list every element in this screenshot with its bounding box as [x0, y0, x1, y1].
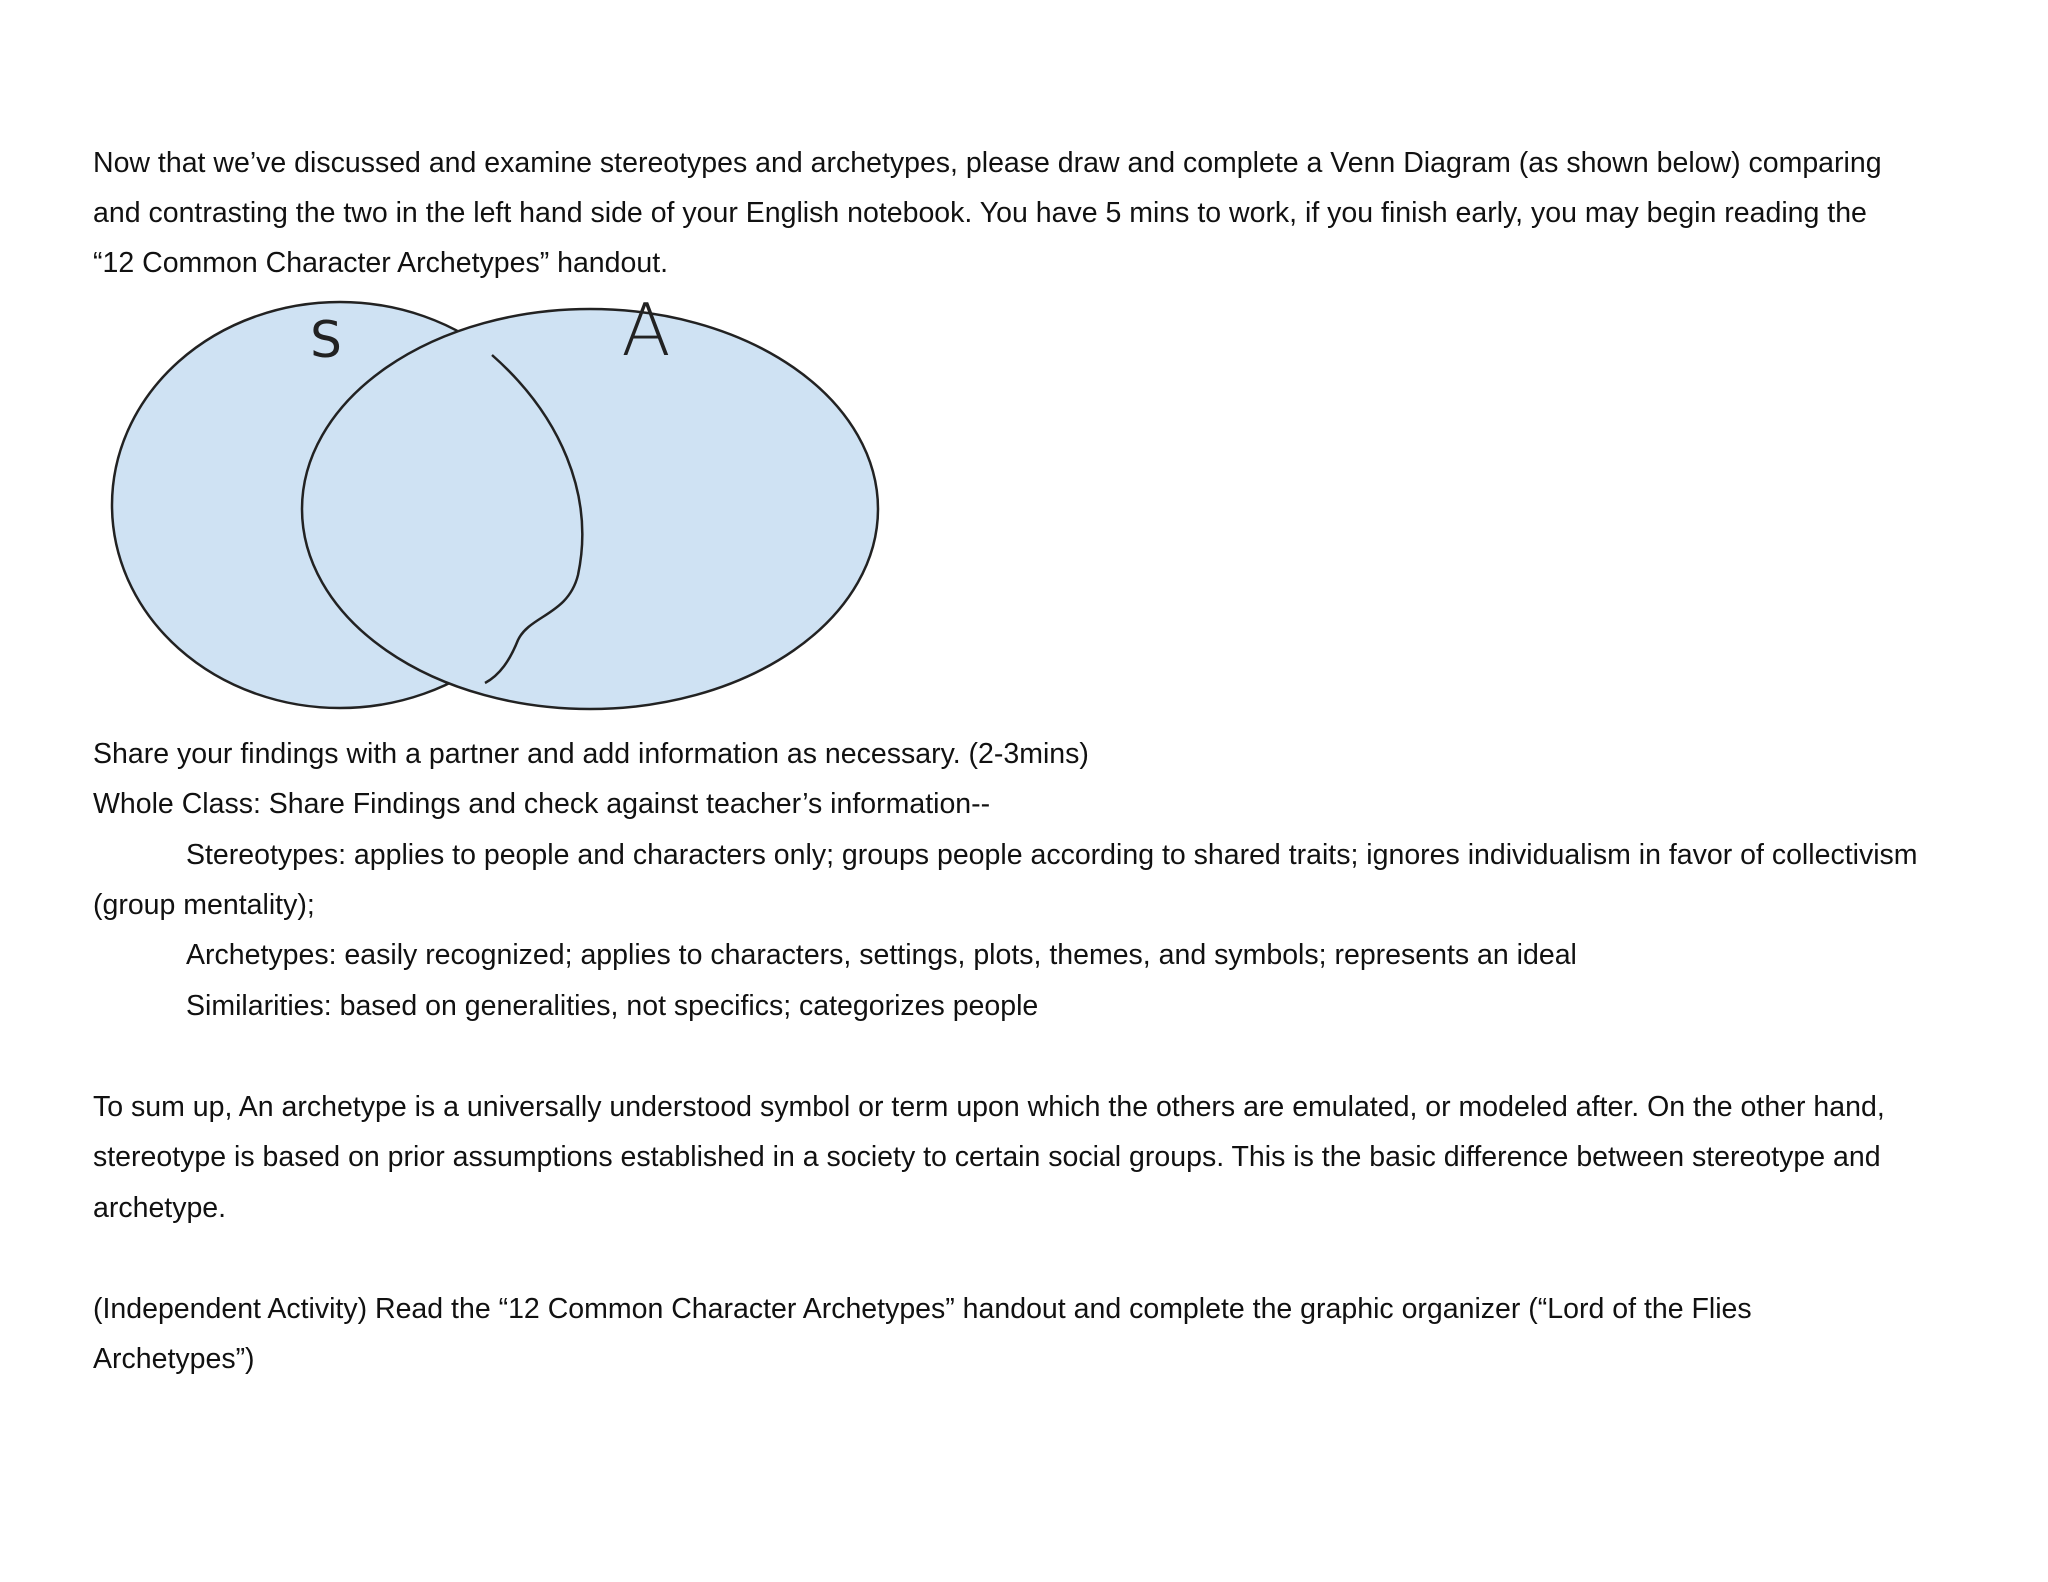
venn-right-circle	[302, 309, 878, 709]
summary-line-2: stereotype is based on prior assumptions established in a society to certain social groups. This is the basic difference between stereotype and	[93, 1141, 1881, 1173]
venn-left-label: S	[310, 311, 342, 369]
summary-line-1: To sum up, An archetype is a universally understood symbol or term upon which the others are emulated, or modeled after. On the other hand,	[93, 1091, 1885, 1123]
intro-line-2: and contrasting the two in the left hand side of your English notebook. You have 5 mins to work, if you finish early, you may begin reading the	[93, 197, 1867, 229]
independent-activity-line-2: Archetypes”)	[93, 1343, 255, 1375]
summary-line-3: archetype.	[93, 1192, 227, 1224]
venn-right-label: A	[621, 288, 671, 372]
venn-diagram	[90, 285, 890, 725]
similarities-definition: Similarities: based on generalities, not specifics; categorizes people	[186, 990, 1039, 1022]
independent-activity-line-1: (Independent Activity) Read the “12 Common Character Archetypes” handout and complete the graphic organizer (“Lord of the Flies	[93, 1293, 1752, 1325]
archetypes-definition: Archetypes: easily recognized; applies to characters, settings, plots, themes, and symbols; represents an ideal	[186, 939, 1577, 971]
intro-line-3: “12 Common Character Archetypes” handout.	[93, 247, 669, 279]
stereotypes-definition: Stereotypes: applies to people and characters only; groups people according to shared traits; ignores individualism in favor of collectivism	[186, 839, 1918, 871]
whole-class-text: Whole Class: Share Findings and check against teacher’s information--	[93, 788, 991, 820]
intro-line-1: Now that we’ve discussed and examine stereotypes and archetypes, please draw and complete a Venn Diagram (as shown below) comparing	[93, 147, 1882, 179]
stereotypes-definition-continued: (group mentality);	[93, 889, 315, 921]
share-partner-text: Share your findings with a partner and add information as necessary. (2-3mins)	[93, 738, 1089, 770]
